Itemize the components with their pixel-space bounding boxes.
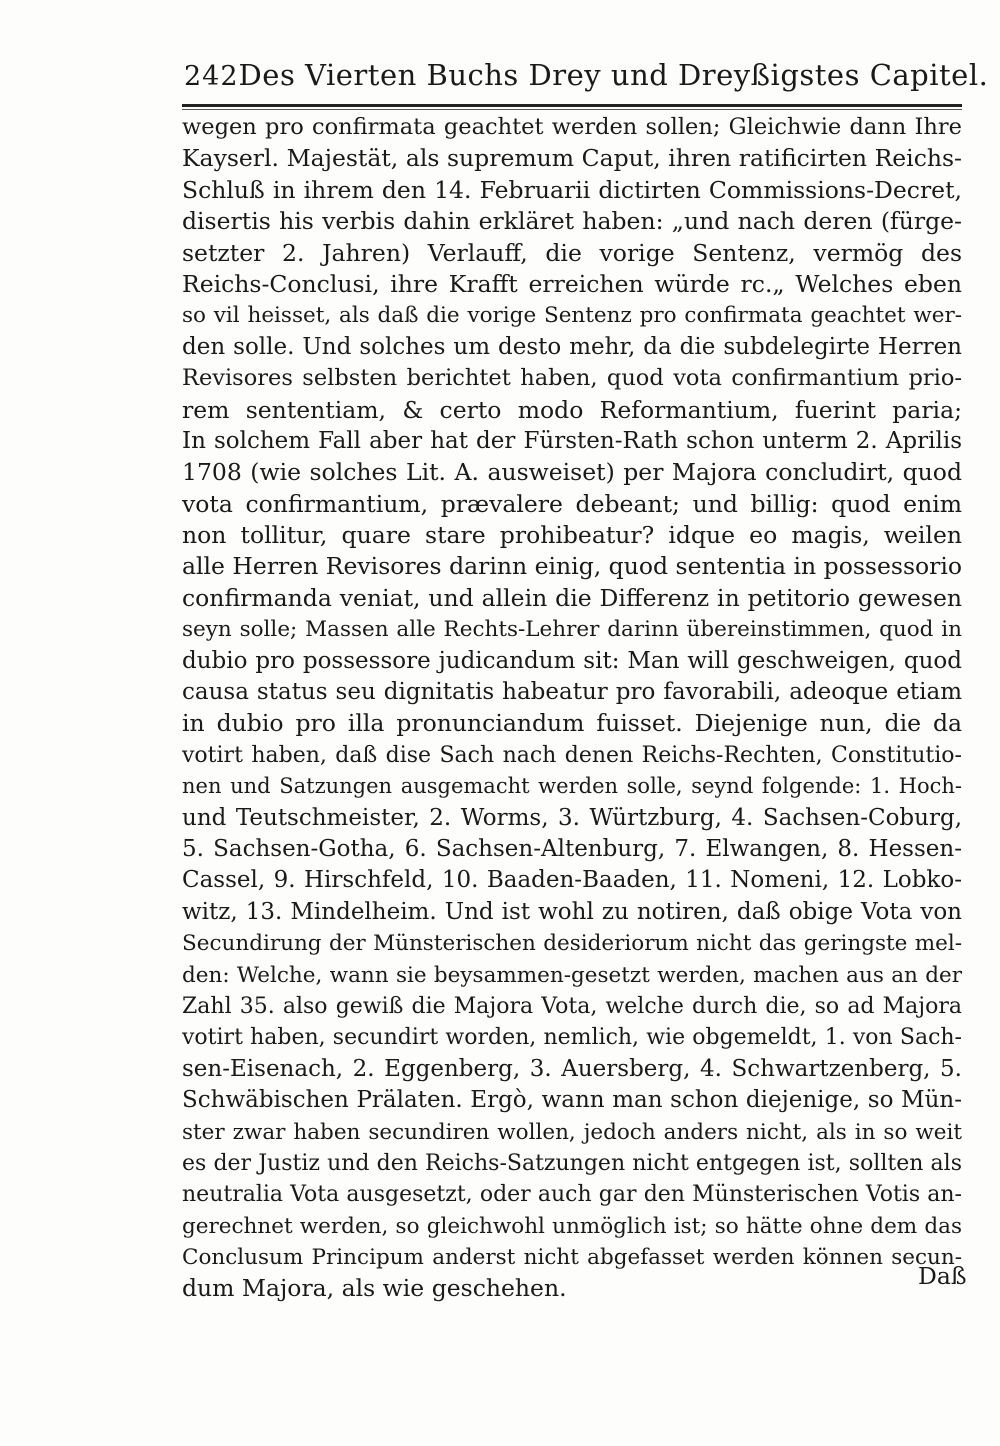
text-line: causa status seu dignitatis habeatur pro favorabili, adeoque etiam xyxy=(182,679,962,706)
text-line: Zahl 35. also gewiß die Majora Vota, welche durch die, so ad Majora xyxy=(182,993,962,1019)
text-line: gerechnet werden, so gleichwohl unmöglich ist; so hätte ohne dem das xyxy=(182,1213,962,1239)
text-line: votirt haben, daß dise Sach nach denen Reichs-Rechten, Constitutio- xyxy=(182,742,962,768)
text-line: so vil heisset, als daß die vorige Sentenz pro confirmata geachtet wer- xyxy=(182,303,962,329)
text-line: seyn solle; Massen alle Rechts-Lehrer darinn übereinstimmen, quod in xyxy=(182,617,962,643)
text-line: in dubio pro illa pronunciandum fuisset. Diejenige nun, die da xyxy=(182,709,962,738)
text-line: neutralia Vota ausgesetzt, oder auch gar den Münsterischen Votis an- xyxy=(182,1182,962,1208)
text-line: Reichs-Conclusi, ihre Krafft erreichen würde rc.„ Welches eben xyxy=(182,269,962,298)
text-line: confirmanda veniat, und allein die Differenz in petitorio gewesen xyxy=(182,583,962,612)
text-line: Cassel, 9. Hirschfeld, 10. Baaden-Baaden, 11. Nomeni, 12. Lobko- xyxy=(182,867,962,894)
text-line: nen und Satzungen ausgemacht werden solle, seynd folgende: 1. Hoch- xyxy=(182,774,962,799)
text-line: Kayserl. Majestät, als supremum Caput, ihren ratificirten Reichs- xyxy=(182,144,962,173)
text-line: alle Herren Revisores darinn einig, quod sententia in possessorio xyxy=(182,552,963,581)
catchword: Daß xyxy=(918,1262,967,1290)
text-line: Secundirung der Münsterischen desideriorum nicht das geringste mel- xyxy=(182,931,962,957)
text-line: Conclusum Principum anderst nicht abgefasset werden können secun- xyxy=(182,1245,962,1271)
running-head xyxy=(184,58,989,98)
header-rule-thin xyxy=(182,109,962,110)
text-line: witz, 13. Mindelheim. Und ist wohl zu notiren, daß obige Vota von xyxy=(182,898,962,925)
text-line: Schluß in ihrem den 14. Februarii dictirten Commissions-Decret, xyxy=(182,175,962,204)
text-line: den solle. Und solches um desto mehr, da die subdelegirte Herren xyxy=(182,333,962,360)
text-line: dum Majora, als wie geschehen. xyxy=(182,1274,567,1303)
chapter-header: Des Vierten Buchs Drey und Dreyßigstes Capitel. xyxy=(238,58,989,92)
text-line: dubio pro possessore judicandum sit: Man will geschweigen, quod xyxy=(182,647,962,674)
text-line: es der Justiz und den Reichs-Satzungen nicht entgegen ist, sollten als xyxy=(182,1150,962,1176)
page-number: 242 xyxy=(184,61,239,92)
text-line: und Teutschmeister, 2. Worms, 3. Würtzburg, 4. Sachsen-Coburg, xyxy=(182,804,962,831)
header-rule xyxy=(182,104,962,107)
text-line: sen-Eisenach, 2. Eggenberg, 3. Auersberg, 4. Schwartzenberg, 5. xyxy=(182,1055,962,1082)
text-line: 1708 (wie solches Lit. A. ausweiset) per Majora concludirt, quod xyxy=(182,458,962,487)
text-line: rem sententiam, & certo modo Reformantium, fuerint paria; xyxy=(182,395,962,424)
text-line: setzter 2. Jahren) Verlauff, die vorige Sentenz, vermög des xyxy=(182,238,962,267)
text-line: votirt haben, secundirt worden, nemlich, wie obgemeldt, 1. von Sach- xyxy=(182,1025,962,1051)
text-line: 5. Sachsen-Gotha, 6. Sachsen-Altenburg, 7. Elwangen, 8. Hessen- xyxy=(182,835,962,862)
text-line: Schwäbischen Prälaten. Ergò, wann man schon diejenige, so Mün- xyxy=(182,1087,962,1114)
text-line: In solchem Fall aber hat der Fürsten-Rath schon unterm 2. Aprilis xyxy=(182,427,962,454)
text-line: disertis his verbis dahin erkläret haben: „und nach deren (fürge- xyxy=(182,207,962,236)
text-line: Revisores selbsten berichtet haben, quod vota confirmantium prio- xyxy=(182,365,962,392)
text-line: den: Welche, wann sie beysammen-gesetzt werden, machen aus an der xyxy=(182,962,962,988)
text-line: non tollitur, quare stare prohibeatur? idque eo magis, weilen xyxy=(182,521,962,550)
text-line: vota confirmantium, prævalere debeant; und billig: quod enim xyxy=(182,489,962,518)
text-line: ster zwar haben secundiren wollen, jedoch anders nicht, als in so weit xyxy=(182,1119,962,1145)
body-text xyxy=(182,112,962,1305)
text-line: wegen pro confirmata geachtet werden sollen; Gleichwie dann Ihre xyxy=(182,114,962,140)
